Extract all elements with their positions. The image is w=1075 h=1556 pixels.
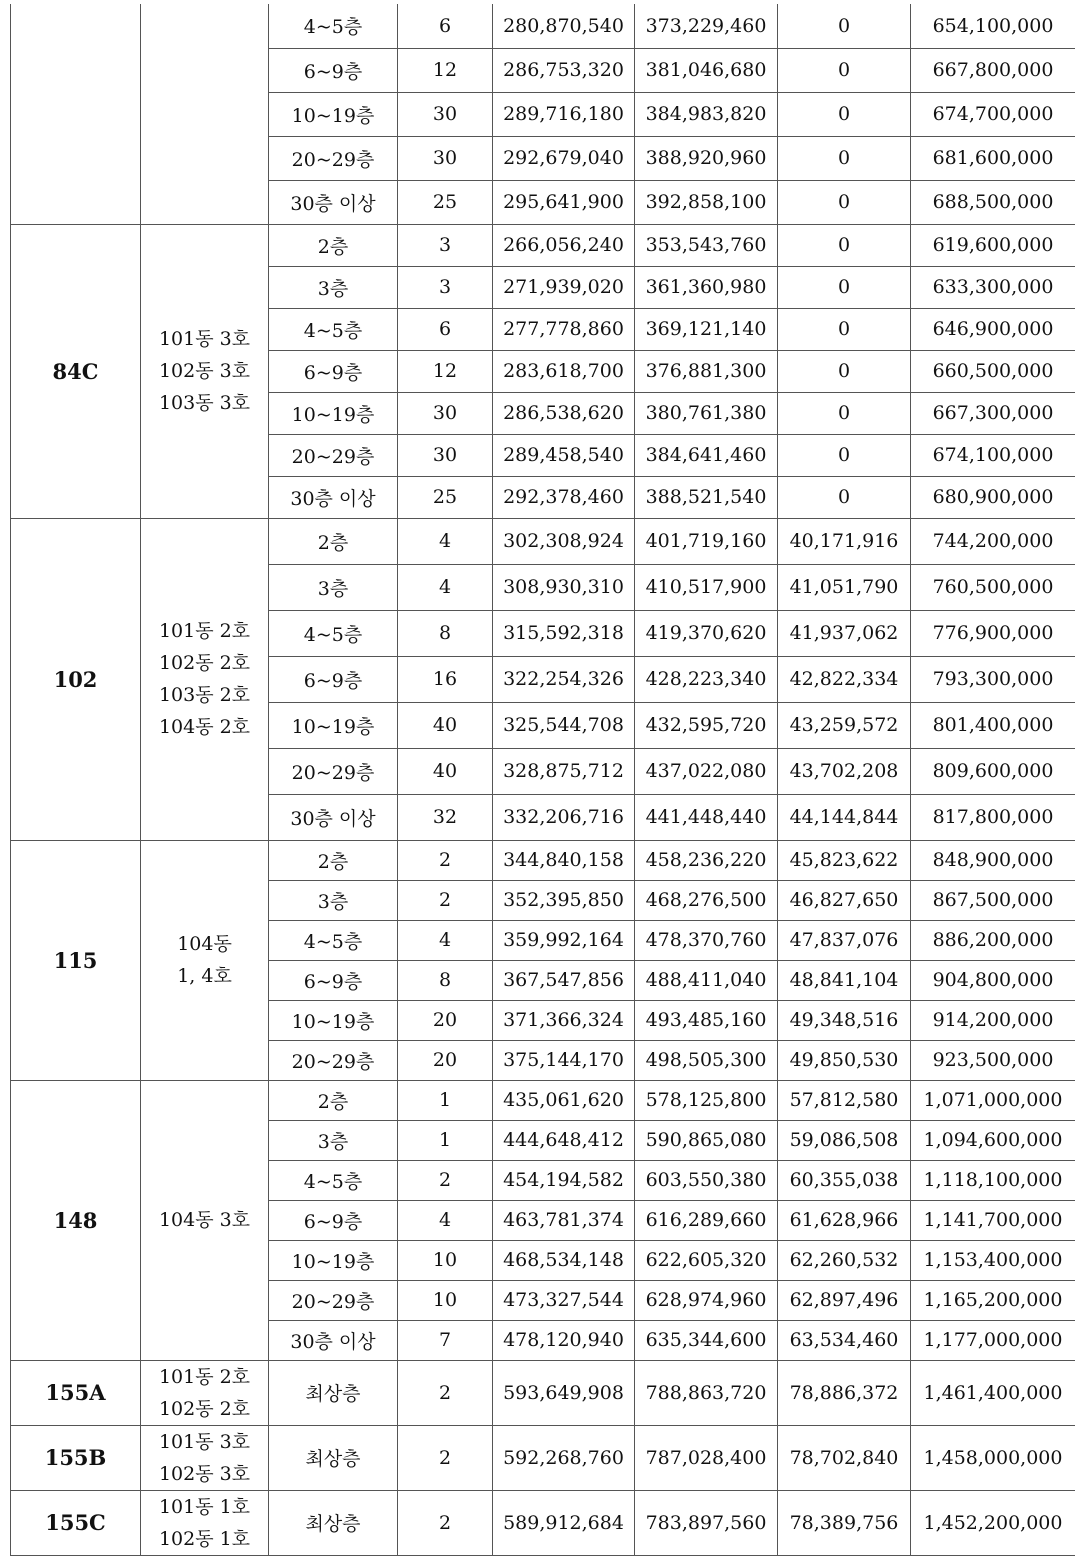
total-price-cell: 667,300,000 [911, 392, 1075, 434]
total-price-cell: 904,800,000 [911, 960, 1075, 1000]
total-price-cell: 619,600,000 [911, 224, 1075, 266]
unit-type-cell: 155B [11, 1425, 141, 1490]
price-table-body [11, 4, 1075, 1555]
vat-cell: 0 [778, 308, 911, 350]
land-price-cell: 271,939,020 [493, 266, 635, 308]
total-price-cell: 793,300,000 [911, 656, 1075, 702]
vat-cell: 45,823,622 [778, 840, 911, 880]
land-price-cell: 592,268,760 [493, 1425, 635, 1490]
building-unit-line: 102동 3호 [141, 1458, 268, 1490]
building-price-cell: 353,543,760 [635, 224, 778, 266]
count-cell: 2 [398, 840, 493, 880]
building-price-cell: 488,411,040 [635, 960, 778, 1000]
building-price-cell: 787,028,400 [635, 1425, 778, 1490]
count-cell: 2 [398, 1160, 493, 1200]
building-unit-line: 103동 2호 [141, 679, 268, 711]
total-price-cell: 667,800,000 [911, 48, 1075, 92]
building-price-cell: 384,983,820 [635, 92, 778, 136]
total-price-cell: 633,300,000 [911, 266, 1075, 308]
building-price-cell: 498,505,300 [635, 1040, 778, 1080]
count-cell: 30 [398, 92, 493, 136]
land-price-cell: 359,992,164 [493, 920, 635, 960]
total-price-cell: 646,900,000 [911, 308, 1075, 350]
total-price-cell: 680,900,000 [911, 476, 1075, 518]
count-cell: 8 [398, 610, 493, 656]
building-unit-line: 1, 4호 [141, 960, 268, 992]
count-cell: 2 [398, 1360, 493, 1425]
total-price-cell: 867,500,000 [911, 880, 1075, 920]
vat-cell: 0 [778, 266, 911, 308]
vat-cell: 0 [778, 180, 911, 224]
total-price-cell: 886,200,000 [911, 920, 1075, 960]
land-price-cell: 325,544,708 [493, 702, 635, 748]
building-unit-line: 104동 [141, 928, 268, 960]
building-unit-line: 102동 2호 [141, 647, 268, 679]
count-cell: 7 [398, 1320, 493, 1360]
total-price-cell: 801,400,000 [911, 702, 1075, 748]
total-price-cell: 1,153,400,000 [911, 1240, 1075, 1280]
building-price-cell: 419,370,620 [635, 610, 778, 656]
count-cell: 10 [398, 1240, 493, 1280]
land-price-cell: 286,538,620 [493, 392, 635, 434]
total-price-cell: 744,200,000 [911, 518, 1075, 564]
floor-cell: 4~5층 [269, 610, 398, 656]
floor-cell: 30층 이상 [269, 794, 398, 840]
land-price-cell: 292,679,040 [493, 136, 635, 180]
count-cell: 30 [398, 434, 493, 476]
floor-cell: 30층 이상 [269, 180, 398, 224]
count-cell: 4 [398, 564, 493, 610]
building-price-cell: 628,974,960 [635, 1280, 778, 1320]
building-price-cell: 458,236,220 [635, 840, 778, 880]
floor-cell: 4~5층 [269, 920, 398, 960]
land-price-cell: 478,120,940 [493, 1320, 635, 1360]
floor-cell: 20~29층 [269, 1040, 398, 1080]
table-row [11, 1080, 1075, 1120]
vat-cell: 49,348,516 [778, 1000, 911, 1040]
land-price-cell: 308,930,310 [493, 564, 635, 610]
building-price-cell: 381,046,680 [635, 48, 778, 92]
building-units-cell [141, 4, 269, 224]
total-price-cell: 674,700,000 [911, 92, 1075, 136]
floor-cell: 10~19층 [269, 92, 398, 136]
building-unit-line: 101동 3호 [141, 323, 268, 355]
floor-cell: 4~5층 [269, 308, 398, 350]
floor-cell: 20~29층 [269, 136, 398, 180]
vat-cell: 78,702,840 [778, 1425, 911, 1490]
count-cell: 12 [398, 350, 493, 392]
building-price-cell: 369,121,140 [635, 308, 778, 350]
land-price-cell: 289,458,540 [493, 434, 635, 476]
building-units-cell [141, 518, 269, 840]
vat-cell: 78,886,372 [778, 1360, 911, 1425]
floor-cell: 3층 [269, 564, 398, 610]
land-price-cell: 277,778,860 [493, 308, 635, 350]
land-price-cell: 473,327,544 [493, 1280, 635, 1320]
building-units-cell [141, 1080, 269, 1360]
building-unit-line: 101동 3호 [141, 1426, 268, 1458]
total-price-cell: 660,500,000 [911, 350, 1075, 392]
vat-cell: 60,355,038 [778, 1160, 911, 1200]
vat-cell: 40,171,916 [778, 518, 911, 564]
building-price-cell: 373,229,460 [635, 4, 778, 48]
building-price-cell: 603,550,380 [635, 1160, 778, 1200]
floor-cell: 30층 이상 [269, 1320, 398, 1360]
land-price-cell: 367,547,856 [493, 960, 635, 1000]
vat-cell: 0 [778, 48, 911, 92]
floor-cell: 최상층 [269, 1425, 398, 1490]
vat-cell: 0 [778, 224, 911, 266]
vat-cell: 62,260,532 [778, 1240, 911, 1280]
unit-type-cell: 155C [11, 1490, 141, 1555]
count-cell: 30 [398, 136, 493, 180]
count-cell: 3 [398, 224, 493, 266]
land-price-cell: 371,366,324 [493, 1000, 635, 1040]
vat-cell: 0 [778, 350, 911, 392]
building-price-cell: 401,719,160 [635, 518, 778, 564]
land-price-cell: 454,194,582 [493, 1160, 635, 1200]
vat-cell: 43,702,208 [778, 748, 911, 794]
building-unit-line: 102동 3호 [141, 355, 268, 387]
count-cell: 6 [398, 308, 493, 350]
count-cell: 12 [398, 48, 493, 92]
land-price-cell: 352,395,850 [493, 880, 635, 920]
land-price-cell: 280,870,540 [493, 4, 635, 48]
total-price-cell: 1,071,000,000 [911, 1080, 1075, 1120]
table-row [11, 518, 1075, 564]
vat-cell: 43,259,572 [778, 702, 911, 748]
price-table [10, 4, 1075, 1556]
count-cell: 4 [398, 920, 493, 960]
building-unit-line: 102동 1호 [141, 1523, 268, 1555]
count-cell: 40 [398, 702, 493, 748]
building-price-cell: 392,858,100 [635, 180, 778, 224]
floor-cell: 6~9층 [269, 1200, 398, 1240]
count-cell: 8 [398, 960, 493, 1000]
unit-type-cell: 115 [11, 840, 141, 1080]
building-units-cell [141, 1490, 269, 1555]
total-price-cell: 914,200,000 [911, 1000, 1075, 1040]
building-price-cell: 376,881,300 [635, 350, 778, 392]
building-unit-line: 101동 1호 [141, 1491, 268, 1523]
total-price-cell: 1,177,000,000 [911, 1320, 1075, 1360]
total-price-cell: 776,900,000 [911, 610, 1075, 656]
building-price-cell: 388,521,540 [635, 476, 778, 518]
total-price-cell: 1,118,100,000 [911, 1160, 1075, 1200]
building-price-cell: 384,641,460 [635, 434, 778, 476]
building-price-cell: 441,448,440 [635, 794, 778, 840]
building-price-cell: 380,761,380 [635, 392, 778, 434]
building-units-cell [141, 1360, 269, 1425]
count-cell: 2 [398, 1490, 493, 1555]
count-cell: 40 [398, 748, 493, 794]
land-price-cell: 468,534,148 [493, 1240, 635, 1280]
building-price-cell: 478,370,760 [635, 920, 778, 960]
vat-cell: 47,837,076 [778, 920, 911, 960]
vat-cell: 0 [778, 136, 911, 180]
total-price-cell: 1,461,400,000 [911, 1360, 1075, 1425]
vat-cell: 44,144,844 [778, 794, 911, 840]
total-price-cell: 1,165,200,000 [911, 1280, 1075, 1320]
building-units-cell [141, 224, 269, 518]
total-price-cell: 1,094,600,000 [911, 1120, 1075, 1160]
land-price-cell: 322,254,326 [493, 656, 635, 702]
building-units-cell [141, 1425, 269, 1490]
total-price-cell: 674,100,000 [911, 434, 1075, 476]
table-row [11, 1425, 1075, 1490]
count-cell: 20 [398, 1000, 493, 1040]
count-cell: 6 [398, 4, 493, 48]
floor-cell: 6~9층 [269, 656, 398, 702]
floor-cell: 30층 이상 [269, 476, 398, 518]
total-price-cell: 817,800,000 [911, 794, 1075, 840]
building-unit-line: 101동 2호 [141, 615, 268, 647]
vat-cell: 0 [778, 476, 911, 518]
floor-cell: 10~19층 [269, 702, 398, 748]
land-price-cell: 328,875,712 [493, 748, 635, 794]
count-cell: 25 [398, 476, 493, 518]
unit-type-cell [11, 4, 141, 224]
total-price-cell: 1,458,000,000 [911, 1425, 1075, 1490]
floor-cell: 20~29층 [269, 1280, 398, 1320]
floor-cell: 3층 [269, 266, 398, 308]
unit-type-cell: 155A [11, 1360, 141, 1425]
building-price-cell: 361,360,980 [635, 266, 778, 308]
floor-cell: 2층 [269, 840, 398, 880]
building-unit-line: 104동 2호 [141, 711, 268, 743]
building-unit-line: 103동 3호 [141, 387, 268, 419]
building-price-cell: 590,865,080 [635, 1120, 778, 1160]
floor-cell: 10~19층 [269, 1240, 398, 1280]
floor-cell: 4~5층 [269, 1160, 398, 1200]
vat-cell: 78,389,756 [778, 1490, 911, 1555]
count-cell: 3 [398, 266, 493, 308]
count-cell: 2 [398, 880, 493, 920]
vat-cell: 0 [778, 392, 911, 434]
building-unit-line: 104동 3호 [141, 1204, 268, 1236]
vat-cell: 0 [778, 92, 911, 136]
floor-cell: 최상층 [269, 1490, 398, 1555]
land-price-cell: 589,912,684 [493, 1490, 635, 1555]
land-price-cell: 289,716,180 [493, 92, 635, 136]
land-price-cell: 315,592,318 [493, 610, 635, 656]
floor-cell: 3층 [269, 1120, 398, 1160]
table-row [11, 4, 1075, 48]
building-unit-line: 102동 2호 [141, 1393, 268, 1425]
count-cell: 2 [398, 1425, 493, 1490]
land-price-cell: 302,308,924 [493, 518, 635, 564]
count-cell: 30 [398, 392, 493, 434]
floor-cell: 20~29층 [269, 748, 398, 794]
floor-cell: 2층 [269, 1080, 398, 1120]
vat-cell: 0 [778, 4, 911, 48]
total-price-cell: 923,500,000 [911, 1040, 1075, 1080]
land-price-cell: 593,649,908 [493, 1360, 635, 1425]
count-cell: 4 [398, 1200, 493, 1240]
total-price-cell: 809,600,000 [911, 748, 1075, 794]
land-price-cell: 444,648,412 [493, 1120, 635, 1160]
count-cell: 25 [398, 180, 493, 224]
total-price-cell: 1,141,700,000 [911, 1200, 1075, 1240]
land-price-cell: 332,206,716 [493, 794, 635, 840]
vat-cell: 42,822,334 [778, 656, 911, 702]
floor-cell: 20~29층 [269, 434, 398, 476]
total-price-cell: 1,452,200,000 [911, 1490, 1075, 1555]
building-price-cell: 437,022,080 [635, 748, 778, 794]
total-price-cell: 688,500,000 [911, 180, 1075, 224]
vat-cell: 41,937,062 [778, 610, 911, 656]
vat-cell: 59,086,508 [778, 1120, 911, 1160]
floor-cell: 4~5층 [269, 4, 398, 48]
total-price-cell: 760,500,000 [911, 564, 1075, 610]
floor-cell: 6~9층 [269, 350, 398, 392]
building-units-cell [141, 840, 269, 1080]
vat-cell: 57,812,580 [778, 1080, 911, 1120]
building-price-cell: 493,485,160 [635, 1000, 778, 1040]
vat-cell: 46,827,650 [778, 880, 911, 920]
floor-cell: 6~9층 [269, 48, 398, 92]
building-price-cell: 410,517,900 [635, 564, 778, 610]
land-price-cell: 344,840,158 [493, 840, 635, 880]
building-price-cell: 616,289,660 [635, 1200, 778, 1240]
building-price-cell: 428,223,340 [635, 656, 778, 702]
table-row [11, 1360, 1075, 1425]
floor-cell: 10~19층 [269, 392, 398, 434]
building-unit-line: 101동 2호 [141, 1361, 268, 1393]
vat-cell: 48,841,104 [778, 960, 911, 1000]
building-price-cell: 788,863,720 [635, 1360, 778, 1425]
land-price-cell: 295,641,900 [493, 180, 635, 224]
table-row [11, 1490, 1075, 1555]
total-price-cell: 681,600,000 [911, 136, 1075, 180]
count-cell: 1 [398, 1120, 493, 1160]
floor-cell: 10~19층 [269, 1000, 398, 1040]
land-price-cell: 266,056,240 [493, 224, 635, 266]
count-cell: 10 [398, 1280, 493, 1320]
land-price-cell: 283,618,700 [493, 350, 635, 392]
land-price-cell: 286,753,320 [493, 48, 635, 92]
building-price-cell: 468,276,500 [635, 880, 778, 920]
vat-cell: 62,897,496 [778, 1280, 911, 1320]
building-price-cell: 432,595,720 [635, 702, 778, 748]
vat-cell: 63,534,460 [778, 1320, 911, 1360]
building-price-cell: 622,605,320 [635, 1240, 778, 1280]
land-price-cell: 375,144,170 [493, 1040, 635, 1080]
vat-cell: 61,628,966 [778, 1200, 911, 1240]
land-price-cell: 463,781,374 [493, 1200, 635, 1240]
vat-cell: 49,850,530 [778, 1040, 911, 1080]
count-cell: 4 [398, 518, 493, 564]
count-cell: 32 [398, 794, 493, 840]
floor-cell: 6~9층 [269, 960, 398, 1000]
floor-cell: 2층 [269, 518, 398, 564]
building-price-cell: 388,920,960 [635, 136, 778, 180]
table-row [11, 224, 1075, 266]
table-row [11, 840, 1075, 880]
building-price-cell: 783,897,560 [635, 1490, 778, 1555]
floor-cell: 2층 [269, 224, 398, 266]
building-price-cell: 578,125,800 [635, 1080, 778, 1120]
unit-type-cell: 148 [11, 1080, 141, 1360]
vat-cell: 41,051,790 [778, 564, 911, 610]
building-price-cell: 635,344,600 [635, 1320, 778, 1360]
land-price-cell: 435,061,620 [493, 1080, 635, 1120]
floor-cell: 최상층 [269, 1360, 398, 1425]
count-cell: 20 [398, 1040, 493, 1080]
floor-cell: 3층 [269, 880, 398, 920]
total-price-cell: 654,100,000 [911, 4, 1075, 48]
count-cell: 1 [398, 1080, 493, 1120]
unit-type-cell: 102 [11, 518, 141, 840]
count-cell: 16 [398, 656, 493, 702]
unit-type-cell: 84C [11, 224, 141, 518]
land-price-cell: 292,378,460 [493, 476, 635, 518]
vat-cell: 0 [778, 434, 911, 476]
total-price-cell: 848,900,000 [911, 840, 1075, 880]
